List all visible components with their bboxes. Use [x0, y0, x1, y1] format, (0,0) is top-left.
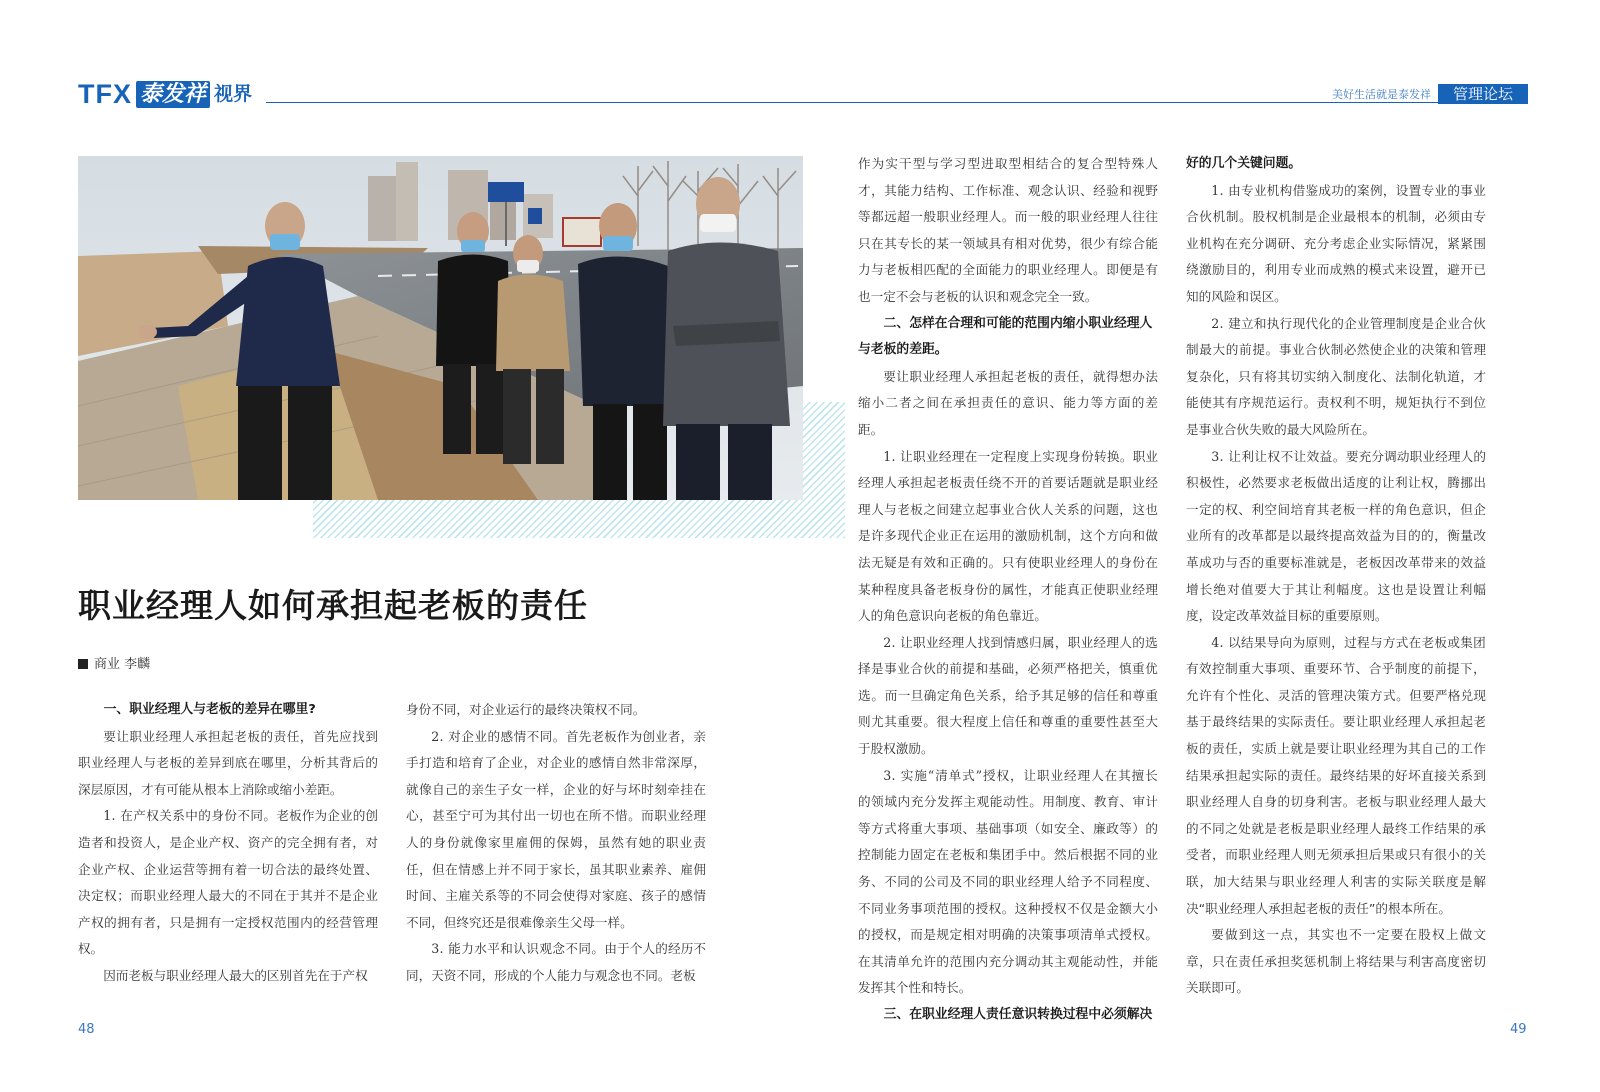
byline-square-icon: [78, 659, 88, 669]
paragraph-body: 而一旦确定角色关系，给予其足够的信任和尊重则尤其重要。很大程度上信任和尊重的重要性甚至大于股权激励。: [858, 687, 1159, 757]
paragraph: [406, 936, 706, 989]
section-heading-1: 一、职业经理人与老板的差异在哪里?: [103, 702, 316, 717]
paragraph: [858, 763, 1158, 1002]
paragraph: [858, 444, 1158, 630]
paragraph-lead: 1. 在产权关系中的身份不同。: [103, 808, 277, 824]
paragraph-lead: 3. 能力水平和认识观念不同。: [431, 941, 605, 957]
paragraph: 要让职业经理人承担起老板的责任，首先应找到职业经理人与老板的差异到底在哪里，分析其背后的深层原因，才有可能从根本上消除或缩小差距。: [78, 728, 378, 797]
paragraph: 作为实干型与学习型进取型相结合的复合型特殊人才，其能力结构、工作标准、观念认识、经验和视野等都远超一般职业经理人。而一般的职业经理人往往只在其专长的某一领域具有相对优势，很少有综合能力与老板相匹配的全面能力的职业经理人。即便是有也一定不会与老板的认识和观念完全一致。: [858, 156, 1158, 304]
paragraph-lead: 2. 让职业经理人找到情感归属，职业经理人的选择是事业合伙的前提和基础，必须严格把关，慎重优选。: [858, 634, 1158, 703]
article-title: 职业经理人如何承担起老板的责任: [78, 586, 588, 625]
header-slogan: 美好生活就是泰发祥: [1332, 88, 1431, 101]
paragraph-body: 要充分调动职业经理人的积极性，必然要求老板做出适度的让利让权，腾挪出一定的权、利空间培育其老板一样的角色意识，但企业所有的改革都是以最终提高效益为目的的，衡量改革成功与否的重要标准就是，老板因改革带来的效益增长绝对值要大于其让利幅度。这也是设置让利幅度，设定改革效益目标的重要原则。: [1186, 448, 1487, 624]
text-column-1: [78, 697, 378, 990]
column-badge: 管理论坛: [1438, 84, 1528, 104]
paragraph-body: 首先老板作为创业者，亲手打造和培育了企业，对企业的感情自然非常深厚，就像自己的亲生子女一样，企业的好与坏时刻牵挂在心，甚至宁可为其付出一切也在所不惜。而职业经理人的身份就像家里雇佣的保姆，虽然有她的职业责任，但在情感上并不同于家长，虽其职业素养、雇佣时间、主雇关系等的不同会使得对家庭、孩子的感情不同，但终究还是很难像亲生父母一样。: [406, 728, 707, 930]
paragraph: [1186, 630, 1486, 923]
page-number-right: 49: [1510, 1022, 1527, 1037]
paragraph: [1186, 178, 1486, 311]
photo-illustration: [78, 156, 803, 500]
text-column-3: [858, 151, 1158, 1029]
paragraph: 要做到这一点，其实也不一定要在股权上做文章，只在责任承担奖惩机制上将结果与利害高度密切关联即可。: [1186, 927, 1486, 996]
page-number-left: 48: [78, 1022, 95, 1037]
paragraph-body: 但要严格兑现基于最终结果的实际责任。要让职业经理人承担起老板的责任，实质上就是要让职业经理为其自己的工作结果承担起实际的责任。最终结果的好坏直接关系到职业经理人自身的切身利害。老板与职业经理人最大的不同之处就是老板是职业经理人最终工作结果的承受者，而职业经理人则无须承担后果或只有很小的关联，加大结果与职业经理人利害的实际关联度是解决“职业经理人承担起老板的责任”的根本所在。: [1186, 687, 1487, 916]
paragraph: [858, 630, 1158, 763]
paragraph: 因而老板与职业经理人最大的区别首先在于产权: [103, 967, 368, 983]
paragraph-lead: 1. 让职业经理在一定程度上实现身份转换。: [883, 448, 1133, 464]
paragraph: 身份不同，对企业运行的最终决策权不同。: [406, 702, 646, 717]
paragraph-body: 由于个人的经历不同，天资不同，形成的个人能力与观念也不同。老板: [406, 941, 706, 983]
paragraph: [1186, 311, 1486, 444]
section-heading-2: 二、怎样在合理和可能的范围内缩小职业经理人与老板的差距。: [858, 315, 1153, 358]
paragraph-lead: 1. 由专业机构借鉴成功的案例，设置专业的事业合伙机制。: [1186, 182, 1486, 225]
paragraph-lead: 4. 以结果导向为原则，过程与方式在老板或集团有效控制重大事项、重要环节、合乎制度的前提下，允许有个性化、灵活的管理决策方式。: [1186, 634, 1486, 703]
paragraph: [406, 724, 706, 937]
paragraph-body: 老板作为企业的创造者和投资人，是企业产权、资产的完全拥有者，对企业产权、企业运营等拥有着一切合法的最终处置、决定权；而职业经理人最大的不同在于其并不是企业产权的拥有者，只是拥有一定授权范围内的经营管理权。: [78, 808, 378, 957]
byline-text: 商业 李麟: [94, 657, 151, 672]
section-heading-3: 三、在职业经理人责任意识转换过程中必须解决: [883, 1007, 1153, 1022]
paragraph: [1186, 444, 1486, 630]
logo-vision-text: 视界: [214, 83, 253, 105]
page-header: [0, 0, 1600, 110]
paragraph-lead: 2. 对企业的感情不同。: [431, 728, 566, 744]
logo-brand-text: 泰发祥: [136, 81, 210, 108]
paragraph: [78, 803, 378, 963]
paragraph: 要让职业经理人承担起老板的责任，就得想办法缩小二者之间在承担责任的意识、能力等方面的差距。: [858, 368, 1158, 437]
paragraph-lead: 3. 让利让权不让效益。: [1211, 448, 1346, 464]
paragraph-body: 用制度、教育、审计等方式将重大事项、基础事项（如安全、廉政等）的控制能力固定在老板和集团手中。然后根据不同的业务、不同的公司及不同的职业经理人给予不同程度、不同业务事项范围的授权。这种授权不仅是金额大小的授权，而是规定相对明确的决策事项清单式授权。在其清单允许的范围内充分调动其主观能动性，并能发挥其个性和特长。: [858, 794, 1158, 996]
paragraph-lead: 2. 建立和执行现代化的企业管理制度是企业合伙制最大的前提。: [1186, 315, 1486, 358]
paragraph-lead: 3. 实施“清单式”授权，让职业经理人在其擅长的领域内充分发挥主观能动性。: [858, 767, 1158, 810]
text-column-4: [1186, 151, 1486, 1002]
header-rule: [266, 102, 1528, 103]
paragraph-body: 事业合伙制必然使企业的决策和管理复杂化，只有将其切实纳入制度化、法制化轨道，才能使其有序规范运行。责权利不明，规矩执行不到位是事业合伙失败的最大风险所在。: [1186, 342, 1487, 437]
section-heading-3-cont: 好的几个关键问题。: [1186, 156, 1302, 171]
paragraph-body: 股权机制是企业最根本的机制，必须由专业机构在充分调研、充分考虑企业实际情况，紧紧围绕激励目的，利用专业而成熟的模式来设置，避开已知的风险和误区。: [1186, 209, 1487, 304]
article-photo: [78, 156, 803, 500]
tfx-logo: [78, 79, 252, 109]
logo-tfx-text: TFX: [78, 79, 132, 109]
article-byline: [78, 653, 150, 672]
text-column-2: [406, 697, 706, 990]
paragraph-body: 职业经理人承担起老板责任绕不开的首要话题就是职业经理人与老板之间建立起事业合伙人关系的问题，这也是许多现代企业正在运用的激励机制，这个方向和做法无疑是有效和正确的。只有使职业经理人的身份在某种程度具备老板身份的属性，才能真正使职业经理人的角色意识向老板的角色靠近。: [858, 448, 1158, 624]
